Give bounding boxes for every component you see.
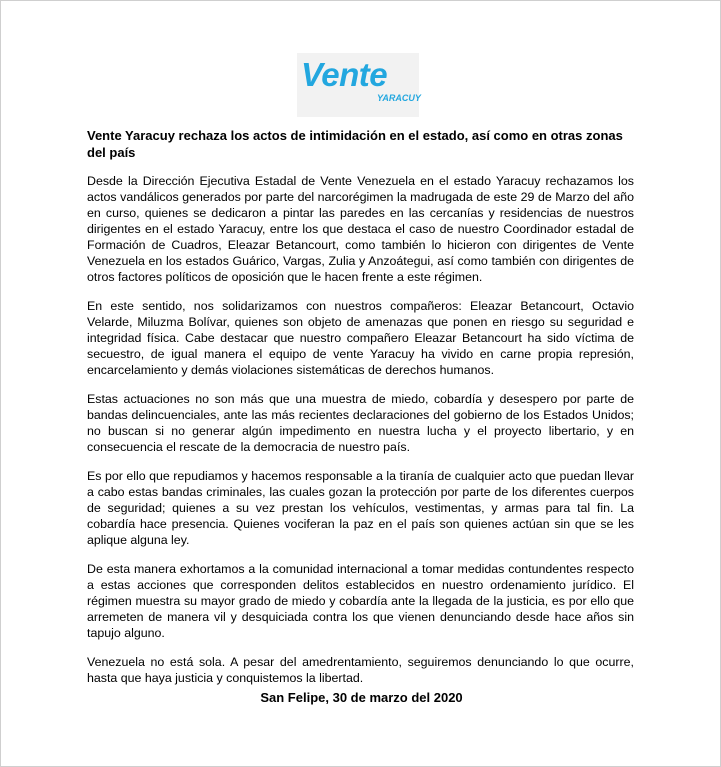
paragraph-1: Desde la Dirección Ejecutiva Estadal de Vente Venezuela en el estado Yaracuy rechazamos los actos vandálicos generados por parte del narcorégimen la madrugada de este 29 de Marzo del año en curso, quienes se dedicaron a pintar las paredes en las cercanías y residencias de nuestros dirigentes en el estado Yaracuy, entre los que destaca el caso de nuestro Coordinador estadal de Formación de Cuadros, Eleazar Betancourt, como también lo hicieron con dirigentes de Vente Venezuela en los estados Guárico, Vargas, Zulia y Anzoátegui, así como también con dirigentes de otros factores políticos de oposición que le hacen frente a este régimen. bbox=[87, 174, 634, 284]
logo-brand-text: Vente bbox=[301, 56, 388, 93]
paragraph-4: Es por ello que repudiamos y hacemos responsable a la tiranía de cualquier acto que puedan llevar a cabo estas bandas criminales, las cuales gozan la protección por parte de los diferentes cuerpos de seguridad; quienes a su vez prestan los vehículos, vestimentas, y armas para tal fin. La cobardía hace presencia. Quienes vociferan la paz en el país son quienes actúan sin que se les aplique alguna ley. bbox=[87, 469, 634, 547]
signature-date-line: San Felipe, 30 de marzo del 2020 bbox=[260, 690, 463, 705]
logo-region-text: YARACUY bbox=[377, 93, 421, 103]
paragraph-5: De esta manera exhortamos a la comunidad internacional a tomar medidas contundentes respecto a estas acciones que corresponden delitos establecidos en nuestro ordenamiento jurídico. El régimen muestra su mayor grado de miedo y cobardía ante la llegada de la justicia, es por ello que arremeten de manera vil y desquiciada contra los que vienen denunciando desde hace años sin tapujo alguno. bbox=[87, 562, 634, 640]
paragraph-6: Venezuela no está sola. A pesar del amedrentamiento, seguiremos denunciando lo que ocurre, hasta que haya justicia y conquistemos la libertad. bbox=[87, 655, 634, 685]
document-title: Vente Yaracuy rechaza los actos de intimidación en el estado, así como en otras zonas del país bbox=[87, 128, 623, 160]
paragraph-2: En este sentido, nos solidarizamos con nuestros compañeros: Eleazar Betancourt, Octavio Velarde, Miluzma Bolívar, quienes son objeto de amenazas que ponen en riesgo su seguridad e integridad física. Cabe destacar que nuestro compañero Eleazar Betancourt ha sido víctima de secuestro, de igual manera el equipo de vente Yaracuy ha vivido en carne propia represión, encarcelamiento y demás violaciones sistemáticas de derechos humanos. bbox=[87, 299, 634, 377]
document-body bbox=[87, 127, 634, 699]
paragraph-3: Estas actuaciones no son más que una muestra de miedo, cobardía y desespero por parte de bandas delincuenciales, ante las más recientes declaraciones del gobierno de los Estados Unidos; no buscan si no generar algún impedimento en nuestra lucha y el proyecto libertario, y en consecuencia el rescate de la democracia de nuestro país. bbox=[87, 392, 634, 454]
vente-yaracuy-logo bbox=[297, 53, 419, 117]
